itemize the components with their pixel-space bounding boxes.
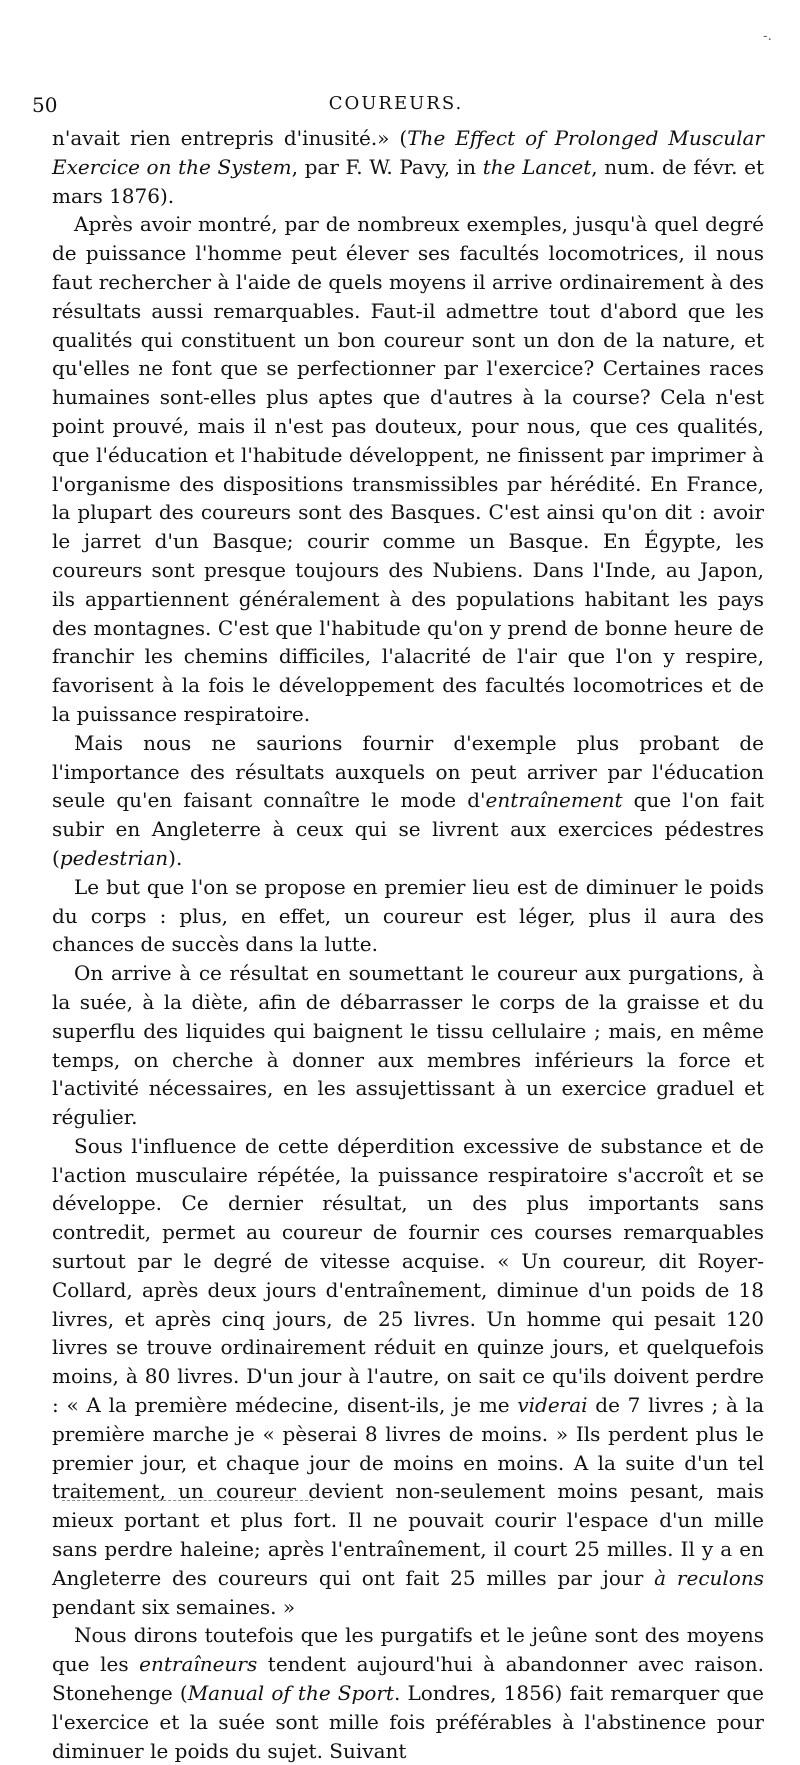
italic-text: à reculons [654,1565,764,1590]
paragraph [52,210,764,728]
text-run: , num. de févr. et mars 1876). [52,154,765,208]
text-run: Mais nous ne saurions fournir d'exemple plus probant de l'importance des résultats auxquels on peut arriver par l'éducation seule qu'en faisant connaître le mode d' [52,730,764,813]
corner-mark: -. [762,28,772,44]
footer-rule [62,1500,252,1501]
paragraph [52,729,764,873]
text-run: de 7 livres ; à la première marche je « pèserai 8 livres de moins. » Ils perdent plus le premier jour, et chaque jour de moins en moins. A la suite d'un tel traitement, un coureur devient non-seulement moins pesant, mais mieux portant et plus fort. Il ne pouvait courir l'espace d'un mille sans perdre haleine; après l'entraînement, il court 25 milles. Il y a en Angleterre des coureurs qui ont fait 25 milles par jour [52,1393,764,1590]
paragraph [52,124,764,210]
text-run: , par F. W. Pavy, in [291,154,483,179]
paragraph [52,1132,764,1622]
page-body [52,124,764,1765]
italic-text: pedestrian [59,845,169,870]
text-run: n'avait rien entrepris d'inusité.» ( [52,126,408,150]
text-run: Sous l'influence de cette déperdition excessive de substance et de l'action musculaire répétée, la puissance respiratoire s'accroît et se développe. Ce dernier résultat, un des plus importants sans contredit, permet au coureur de fournir ces courses remarquables surtout par le degré de vitesse acquise. « Un coureur, dit Royer-Collard, après deux jours d'entraînement, diminue d'un poids de 18 livres, et après cinq jours, de 25 livres. Un homme qui pesait 120 livres se trouve ordinairement réduit en quinze jours, et quelquefois moins, à 80 livres. D'un jour à l'autre, on sait ce qu'ils doivent perdre : « A la première médecine, disent-ils, je me [52,1133,764,1418]
italic-text: viderai [517,1393,588,1418]
page-header [32,93,760,121]
text-run: Nous dirons toutefois que les purgatifs et le jeûne sont des moyens que les [52,1623,764,1677]
text-run: ). [168,845,183,870]
running-head: COUREURS. [328,93,464,114]
italic-text: entraînement [485,788,623,813]
paragraph [52,959,764,1132]
text-run: pendant six semaines. » [52,1594,296,1619]
text-run: . Londres, 1856) fait remarquer que l'exercice et la suée sont mille fois préférables à l'abstinence pour diminuer le poids du sujet. Suivant [52,1681,764,1763]
footer-rule [255,1500,313,1501]
italic-text: entraîneurs [139,1652,258,1677]
paragraph [52,873,764,959]
text-run: Après avoir montré, par de nombreux exemples, jusqu'à quel degré de puissance l'homme peut élever ses facultés locomotrices, il nous faut rechercher à l'aide de quels moyens il arrive ordinairement à des résultats aussi remarquables. Faut-il admettre tout d'abord que les qualités qui constituent un bon coureur sont un don de la nature, et qu'elles ne font que se perfectionner par l'exercice? Certaines races humaines sont-elles plus aptes que d'autres à la course? Cela n'est point prouvé, mais il n'est pas douteux, pour nous, que ces qualités, que l'éducation et l'habitude développent, ne finissent par imprimer à l'organisme des dispositions transmissibles par hérédité. En France, la plupart des coureurs sont des Basques. C'est ainsi qu'on dit : avoir le jarret d'un Basque; courir comme un Basque. En Égypte, les coureurs sont presque toujours des Nubiens. Dans l'Inde, au Japon, ils appartiennent généralement à des populations habitant les pays des montagnes. C'est que l'habitude qu'on y prend de bonne heure de franchir les chemins difficiles, l'alacrité de l'air que l'on y respire, favorisent à la fois le développement des facultés locomotrices et de la puissance respiratoire. [52,212,764,726]
text-run: Le but que l'on se propose en premier lieu est de diminuer le poids du corps : plus, en effet, un coureur est léger, plus il aura des chances de succès dans la lutte. [52,874,764,957]
italic-text: the Lancet [482,154,592,179]
italic-text: The Effect of Prolonged Muscular Exercice on the System [52,126,764,179]
page-number: 50 [32,93,58,117]
italic-text: Manual of the Sport [187,1681,394,1706]
text-run: tendent aujourd'hui à abandonner avec raison. Stonehenge ( [52,1652,765,1706]
paragraph [52,1621,764,1765]
text-run: On arrive à ce résultat en soumettant le coureur aux purgations, à la suée, à la diète, afin de débarrasser le corps de la graisse et du superflu des liquides qui baignent le tissu cellulaire ; mais, en même temps, on cherche à donner aux membres inférieurs la force et l'activité nécessaires, en les assujettissant à un exercice graduel et régulier. [52,961,764,1130]
text-run: que l'on fait subir en Angleterre à ceux qui se livrent aux exercices pédestres ( [52,788,764,870]
